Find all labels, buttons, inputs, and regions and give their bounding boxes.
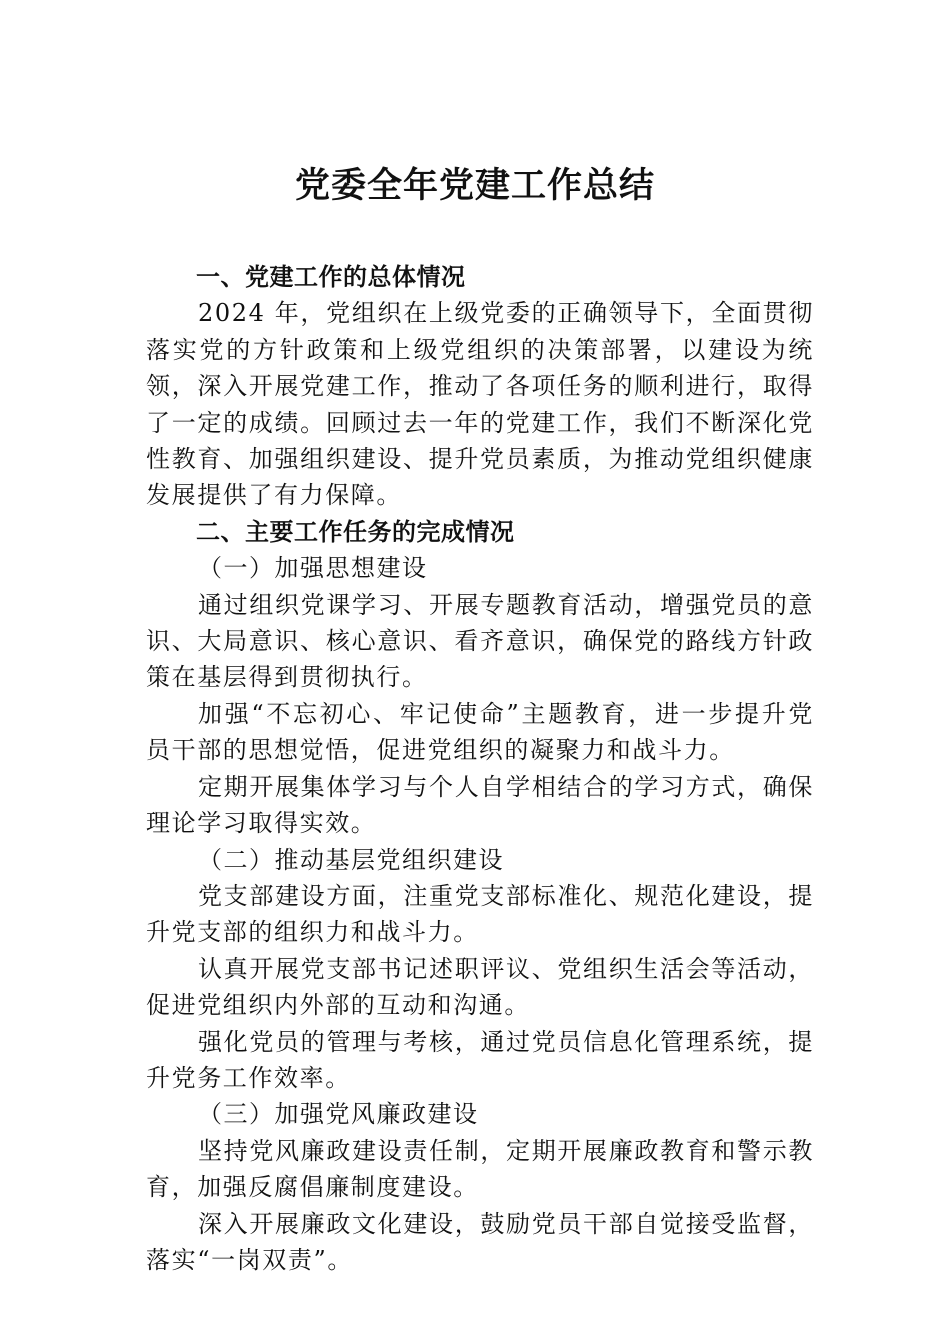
- subsection-heading-ideology: （一）加强思想建设: [198, 554, 428, 583]
- section-heading-overview: 一、党建工作的总体情况: [196, 263, 466, 291]
- paragraph: 党支部建设方面，注重党支部标准化、规范化建设，提升党支部的组织力和战斗力。: [146, 881, 814, 947]
- subsection-heading-integrity: （三）加强党风廉政建设: [198, 1100, 479, 1129]
- section-heading-tasks: 二、主要工作任务的完成情况: [196, 517, 515, 546]
- paragraph: 2024 年，党组织在上级党委的正确领导下，全面贯彻落实党的方针政策和上级党组织的决策部署，以建设为统领，深入开展党建工作，推动了各项任务的顺利进行，取得了一定的成绩。回顾过去一年的党建工作，我们不断深化党性教育、加强组织建设、提升党员素质，为推动党组织健康发展提供了有力保障。: [146, 299, 814, 510]
- subsection-heading-grassroots: （二）推动基层党组织建设: [198, 845, 504, 874]
- paragraph: 定期开展集体学习与个人自学相结合的学习方式，确保理论学习取得实效。: [146, 772, 814, 838]
- paragraph: 加强“不忘初心、牢记使命”主题教育，进一步提升党员干部的思想觉悟，促进党组织的凝聚力和战斗力。: [146, 699, 814, 765]
- paragraph: 坚持党风廉政建设责任制，定期开展廉政教育和警示教育，加强反腐倡廉制度建设。: [146, 1136, 814, 1202]
- paragraph: 通过组织党课学习、开展专题教育活动，增强党员的意识、大局意识、核心意识、看齐意识，确保党的路线方针政策在基层得到贯彻执行。: [146, 590, 814, 692]
- document-title: 党委全年党建工作总结: [294, 165, 655, 206]
- document-body: [146, 259, 814, 1278]
- paragraph: 强化党员的管理与考核，通过党员信息化管理系统，提升党务工作效率。: [146, 1027, 814, 1092]
- paragraph: 认真开展党支部书记述职评议、党组织生活会等活动，促进党组织内外部的互动和沟通。: [146, 954, 814, 1020]
- paragraph: 深入开展廉政文化建设，鼓励党员干部自觉接受监督，落实“一岗双责”。: [146, 1209, 814, 1274]
